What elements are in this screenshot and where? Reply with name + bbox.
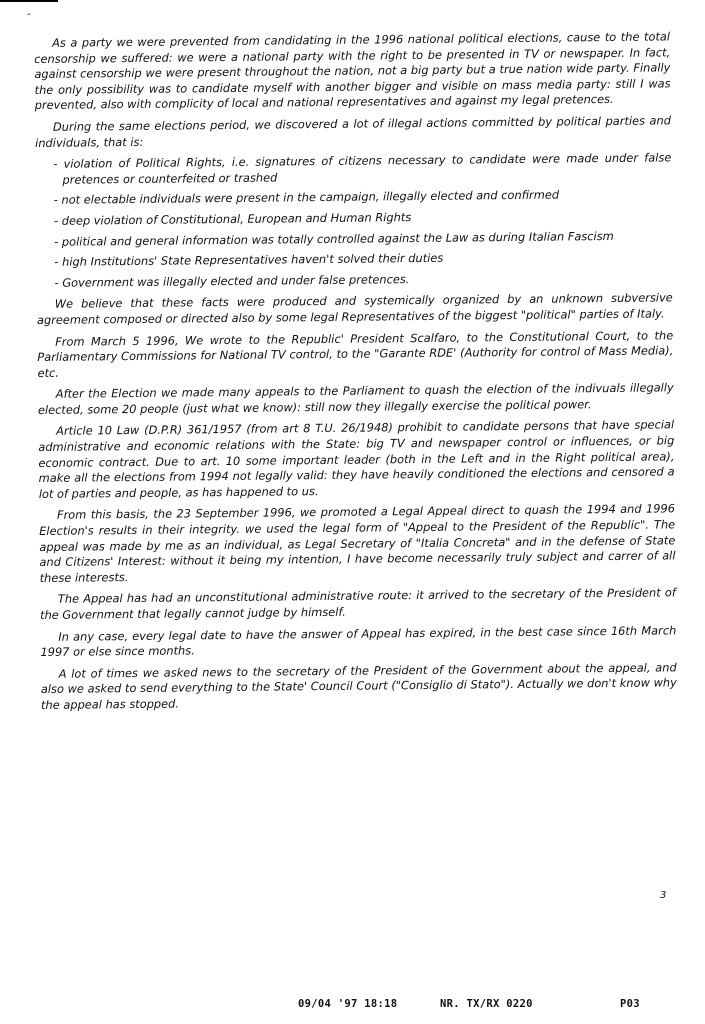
top-rule	[0, 0, 58, 2]
paragraph-parliament-appeals: After the Election we made many appeals to the Parliament to quash the election of the indivuals illegally elected, some 20 people (just what we know): still now they illegally exercise the political power.	[37, 380, 674, 417]
violations-list	[35, 150, 672, 291]
letter-body	[34, 29, 677, 719]
paragraph-censorship: As a party we were prevented from candidating in the 1996 national political elections, cause to the total censorship we suffered: we were a national party with the right to be presented in TV or newspaper. In fact, against censorship we were present throughout the nation, not a big party but a true nation wide party. Finally the only possibility was to candidate myself with another bigger and visible on mass media party: still I was prevented, also with complicity of local and national representatives and against my legal pretences.	[34, 29, 671, 113]
paragraph-appeal-stopped: A lot of times we asked news to the secretary of the President of the Government about the appeal, and also we asked to send everything to the State' Council Court ("Consiglio di Stato"). Actually we don't know why the appeal has stopped.	[40, 660, 677, 712]
paragraph-illegal-actions: During the same elections period, we discovered a lot of illegal actions committed by political parties and individuals, that is:	[35, 113, 671, 150]
list-item: - violation of Political Rights, i.e. signatures of citizens necessary to candidate were made under false pretences or counterfeited or trashed	[53, 150, 672, 187]
fax-tx-number: NR. TX/RX 0220	[440, 998, 533, 1010]
paragraph-legal-appeal: From this basis, the 23 September 1996, we promoted a Legal Appeal direct to quash the 1994 and 1996 Election's results in their integrity. we used the legal form of "Appeal to the President of the Republic". The appeal was made by me as an individual, as Legal Secretary of "Italia Concreta" and in the defense of State and Citizens' Interest: without it being my intention, I have become necessarily truly subject and carrer of all these interests.	[39, 501, 676, 585]
fax-datetime: 09/04 '97 18:18	[298, 998, 398, 1010]
fax-page: P03	[620, 998, 640, 1010]
corner-mark: -	[27, 9, 31, 20]
page-number: 3	[660, 890, 667, 901]
paragraph-administrative-route: The Appeal has had an unconstitutional administrative route: it arrived to the secretary of the President of the Government that legally cannot judge by himself.	[39, 585, 676, 622]
paragraph-expired-dates: In any case, every legal date to have the answer of Appeal has expired, in the best case since 16th March 1997 or else since months.	[40, 622, 677, 660]
list-item: - political and general information was totally controlled against the Law as during Italian Fascism	[54, 228, 614, 249]
list-item: - not electable individuals were present in the campaign, illegally elected and confirmed	[53, 187, 560, 208]
list-item: - deep violation of Constitutional, European and Human Rights	[53, 209, 412, 228]
paragraph-article-10: Article 10 Law (D.P.R) 361/1957 (from art 8 T.U. 26/1948) prohibit to candidate persons that have special administrative and economic relations with the State: big TV and newspaper control or influences, or big economic contract. Due to art. 10 some important leader (both in the Left and in the Right political area), make all the elections from 1994 not legally valid: they have heavily conditioned the elections and censored a lot of parties and people, as has happened to us.	[38, 417, 675, 501]
paragraph-subversive-agreement: We believe that these facts were produced and systemically organized by an unknown subversive agreement composed or directed also by some legal Representatives of the biggest "political" parties of Italy.	[36, 290, 673, 327]
paragraph-letters-sent: From March 5 1996, We wrote to the Republic' President Scalfaro, to the Constitutional Court, to the Parliamentary Commissions for National TV control, to the "Garante RDE' (Authority for control of Mass Media), etc.	[37, 327, 674, 380]
list-item: - high Institutions' State Representatives haven't solved their duties	[54, 250, 444, 269]
list-item: - Government was illegally elected and under false pretences.	[54, 271, 410, 290]
